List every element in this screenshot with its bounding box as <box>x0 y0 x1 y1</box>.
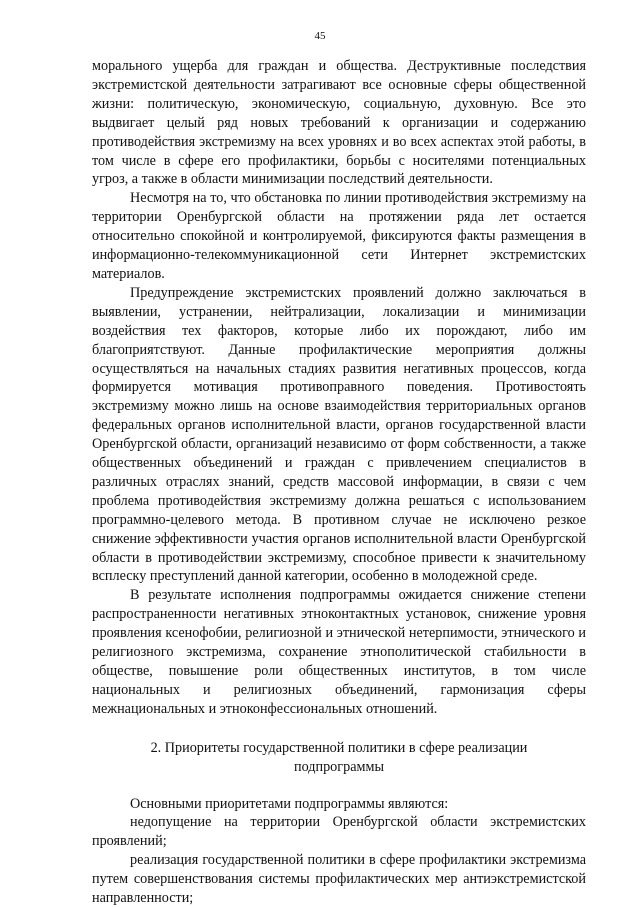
section-heading-line-1: 2. Приоритеты государственной политики в сфере реализации <box>150 739 528 756</box>
paragraph: Предупреждение экстремистских проявлений должно заключаться в выявлении, устранении, нейтрализации, локализации и минимизации воздействия тех факторов, которые либо их порождают, либо им благоприятствуют. Данные профилактические мероприятия должны осуществляться на начальных стадиях развития негативных процессов, когда формируется мотивация противоправного поведения. Противостоять экстремизму можно лишь на основе взаимодействия территориальных органов федеральных органов исполнительной власти, органов государственной власти Оренбургской области, организаций независимо от форм собственности, а также общественных объединений и граждан с привлечением специалистов в различных отраслях знаний, средств массовой информации, в связи с чем проблема противодействия экстремизму должна решаться с использованием программно-целевого метода. В противном случае не исключено резкое снижение эффективности участия органов исполнительной власти Оренбургской области в противодействии экстремизму, способное привести к значительному всплеску преступлений данной категории, особенно в молодежной среде. <box>92 284 586 585</box>
priorities-intro: Основными приоритетами подпрограммы являются: <box>130 795 449 812</box>
page-number: 45 <box>314 30 326 42</box>
document-body <box>92 57 586 908</box>
paragraph-continuation: морального ущерба для граждан и общества. Деструктивные последствия экстремистской деятельности затрагивают все основные сферы общественной жизни: политическую, экономическую, социальную, духовную. Все это выдвигает целый ряд новых требований к организации и содержанию противодействия экстремизму на всех уровнях и во всех аспектах этой работы, в том числе в сфере его профилактики, борьбы с носителями потенциальных угроз, а также в области минимизации последствий деятельности. <box>92 58 586 188</box>
paragraph: В результате исполнения подпрограммы ожидается снижение степени распространенности негативных этноконтактных установок, снижение уровня проявления ксенофобии, религиозной и этнической нетерпимости, этнического и религиозного экстремизма, сохранение этнополитической стабильности в обществе, повышение роли общественных институтов, в том числе национальных и религиозных объединений, гармонизация сферы межнациональных и этноконфессиональных отношений. <box>92 587 586 717</box>
section-heading-line-2: подпрограммы <box>294 758 384 775</box>
priority-item: реализация государственной политики в сфере профилактики экстремизма путем совершенствования системы профилактических мер антиэкстремистской направленности; <box>92 852 586 907</box>
priority-item: недопущение на территории Оренбургской области экстремистских проявлений; <box>92 814 586 850</box>
section-heading <box>92 739 586 777</box>
paragraph: Несмотря на то, что обстановка по линии противодействия экстремизму на территории Оренбургской области на протяжении ряда лет остается относительно спокойной и контролируемой, фиксируются факты размещения в информационно-телекоммуникационной сети Интернет экстремистских материалов. <box>92 190 586 282</box>
